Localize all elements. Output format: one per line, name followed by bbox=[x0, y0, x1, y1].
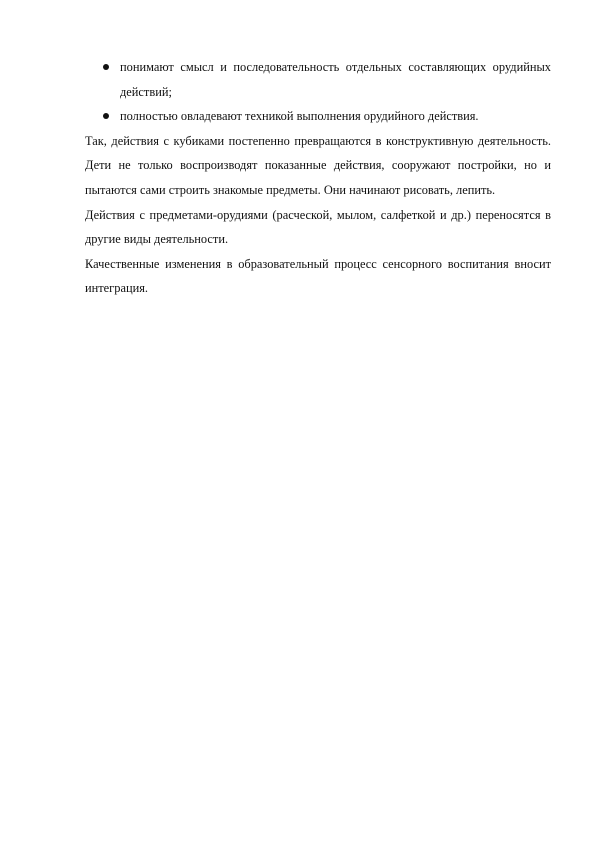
bullet-dot-icon bbox=[103, 64, 109, 70]
bullet-text: понимают смысл и последовательность отдельных составляющих орудийных действий; bbox=[120, 60, 551, 99]
paragraph-tools: Действия с предметами-орудиями (расческой, мылом, салфеткой и др.) переносятся в другие виды деятельности. bbox=[85, 207, 551, 247]
paragraph-construction: Так, действия с кубиками постепенно превращаются в конструктивную деятельность. Дети не только воспроизводят показанные действия, сооружают постройки, но и пытаются сами строить знакомые предметы. Они начинают рисовать, лепить. bbox=[85, 133, 551, 197]
bullet-dot-icon bbox=[103, 113, 109, 119]
bullet-list bbox=[85, 55, 551, 129]
bullet-item bbox=[85, 104, 551, 129]
paragraph-integration: Качественные изменения в образовательный процесс сенсорного воспитания вносит интеграция. bbox=[85, 256, 551, 296]
page-body bbox=[85, 55, 551, 301]
bullet-text: полностью овладевают техникой выполнения орудийного действия. bbox=[120, 109, 479, 124]
bullet-item bbox=[85, 55, 551, 104]
